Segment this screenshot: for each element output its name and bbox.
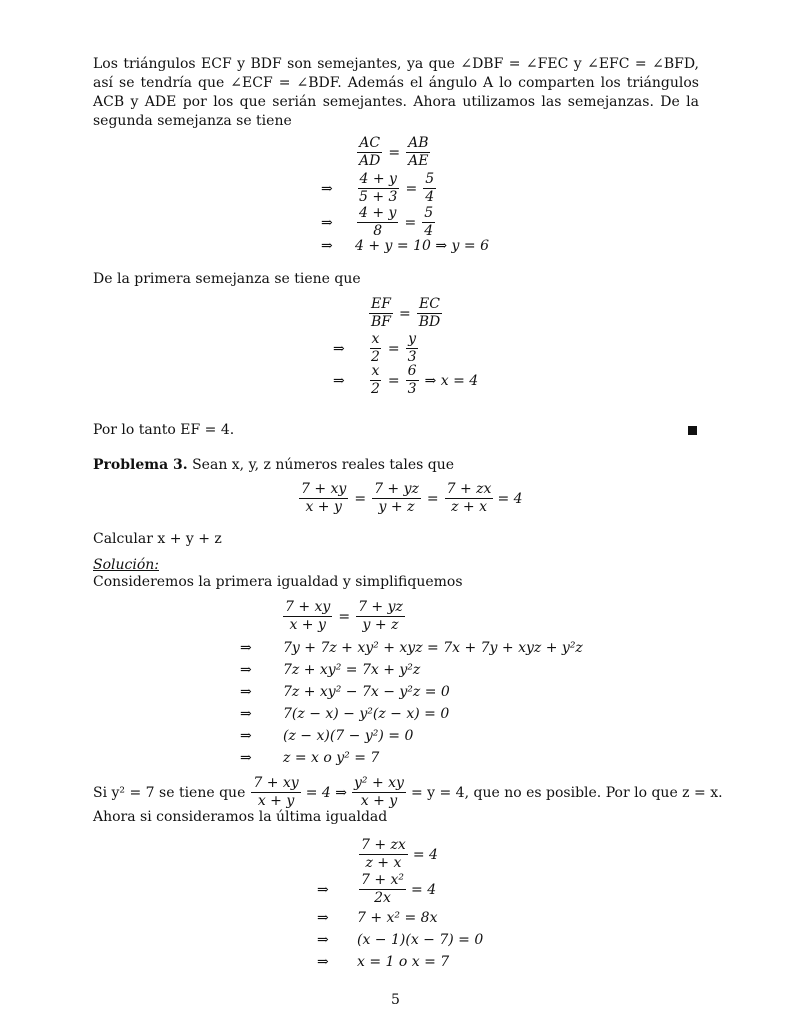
- frac-num: 5: [424, 205, 434, 221]
- equals-sign: =: [388, 144, 401, 161]
- frac-den: BF: [371, 314, 392, 330]
- equation-zero: [240, 684, 450, 700]
- implies-arrow: ⇒: [240, 728, 252, 744]
- frac-den: 8: [373, 223, 383, 239]
- frac-den: 2: [371, 381, 380, 397]
- frac-den: AE: [408, 153, 429, 169]
- frac-num: AC: [359, 135, 381, 151]
- frac-den: x + y: [257, 793, 295, 809]
- qed-square-icon: [688, 426, 697, 435]
- equation-cases: [240, 750, 379, 766]
- equals-sign: =: [404, 214, 417, 231]
- paragraph-therefore: Por lo tanto EF = 4.: [93, 422, 235, 438]
- implies-arrow: ⇒: [240, 662, 252, 678]
- equation-tail: = 4: [412, 846, 438, 863]
- frac-num: 7 + zx: [446, 481, 492, 497]
- implies-arrow: ⇒: [321, 180, 333, 197]
- paragraph-first-similarity: De la primera semejanza se tiene que: [93, 271, 361, 287]
- equals-sign: =: [387, 372, 400, 389]
- frac-num: EC: [419, 296, 440, 312]
- equation-tail: = 4: [497, 490, 523, 507]
- equation-text: z = x o y² = 7: [283, 750, 380, 766]
- paragraph-similar-triangles: Los triángulos ECF y BDF son semejantes, ya que ∠DBF = ∠FEC y ∠EFC = ∠BFD, así se tendría que ∠ECF = ∠BDF. Además el ángulo A lo comparten los triángulos ACB y ADE por los que serián semejantes. Ahora utilizamos las semejanzas. De la segunda semejanza se tiene: [93, 56, 699, 129]
- text-mid: = 4 ⇒: [305, 784, 347, 801]
- frac-num: y: [408, 331, 417, 347]
- implies-arrow: ⇒: [240, 640, 252, 656]
- frac-den: 2x: [374, 890, 391, 906]
- equation-text: 7(z − x) − y²(z − x) = 0: [283, 706, 450, 722]
- frac-num: 7 + zx: [361, 837, 406, 853]
- frac-den: x + y: [360, 793, 398, 809]
- equals-sign: =: [338, 608, 351, 625]
- implies-arrow: ⇒: [317, 954, 329, 970]
- equation-x2-2x: [317, 873, 436, 906]
- frac-num: 6: [407, 363, 417, 379]
- implies-arrow: ⇒: [240, 684, 252, 700]
- equation-text: 7y + 7z + xy² + xyz = 7x + 7y + xyz + y²z: [283, 640, 583, 656]
- equation-x-values: [317, 954, 449, 970]
- paragraph-first-equality: Consideremos la primera igualdad y simplifiquemos: [93, 574, 463, 590]
- frac-num: y² + xy: [353, 775, 404, 791]
- equation-text: (x − 1)(x − 7) = 0: [357, 932, 484, 948]
- frac-den: x + y: [289, 617, 326, 633]
- equals-sign: =: [387, 340, 400, 357]
- frac-den: AD: [359, 153, 381, 169]
- equation-tail: = 4: [411, 881, 437, 898]
- problem-label: Problema 3.: [93, 457, 188, 473]
- frac-num: 7 + yz: [358, 599, 403, 615]
- equation-x-4: [333, 364, 478, 397]
- equation-text: x = 1 o x = 7: [357, 954, 450, 970]
- frac-den: 4: [425, 189, 435, 205]
- equation-problem: [297, 482, 523, 515]
- frac-num: 7 + yz: [374, 481, 419, 497]
- frac-num: x: [371, 331, 380, 347]
- implies-arrow: ⇒: [240, 750, 252, 766]
- frac-num: 7 + xy: [285, 599, 331, 615]
- frac-den: 3: [407, 349, 417, 365]
- equals-sign: =: [426, 490, 439, 507]
- frac-den: x + y: [305, 499, 342, 515]
- equals-sign: =: [405, 180, 418, 197]
- implies-arrow: ⇒: [240, 706, 252, 722]
- equation-simplified: [240, 662, 420, 678]
- equation-last-equality: [357, 838, 438, 871]
- frac-num: 4 + y: [359, 171, 397, 187]
- frac-den: y + z: [378, 499, 415, 515]
- equation-text: 7z + xy² − 7x − y²z = 0: [283, 684, 450, 700]
- equation-x2-y3: [333, 332, 421, 365]
- implies-arrow: ⇒: [333, 340, 345, 357]
- equals-sign: =: [354, 490, 367, 507]
- equation-text: 4 + y = 10 ⇒ y = 6: [355, 238, 489, 254]
- equation-ef-bf: [367, 297, 444, 330]
- frac-num: 7 + xy: [301, 481, 347, 497]
- frac-num: 4 + y: [359, 205, 397, 221]
- equation-product: [240, 728, 413, 744]
- equation-4y-8: [321, 206, 437, 239]
- implies-arrow: ⇒: [317, 881, 329, 898]
- equation-factored: [240, 706, 449, 722]
- equation-4y-53: [321, 172, 438, 205]
- implies-arrow: ⇒: [317, 932, 329, 948]
- problem-text: Sean x, y, z números reales tales que: [192, 457, 455, 473]
- frac-num: AB: [408, 135, 429, 151]
- frac-den: 3: [407, 381, 417, 397]
- problem-ask: Calcular x + y + z: [93, 531, 222, 547]
- text-pre: Si y² = 7 se tiene que: [93, 784, 246, 801]
- frac-num: 7 + xy: [253, 775, 299, 791]
- frac-den: z + x: [451, 499, 487, 515]
- frac-num: 5: [425, 171, 435, 187]
- equation-factor-x: [317, 932, 483, 948]
- frac-den: y + z: [362, 617, 399, 633]
- equation-text: (z − x)(7 − y²) = 0: [283, 728, 414, 744]
- equals-sign: =: [399, 305, 411, 322]
- frac-den: 5 + 3: [359, 189, 398, 205]
- frac-num: x: [371, 363, 380, 379]
- equation-y-6: [321, 238, 489, 254]
- paragraph-last-equality: Ahora si consideramos la última igualdad: [93, 809, 388, 825]
- implies-arrow: ⇒: [333, 372, 345, 389]
- equation-tail: ⇒ x = 4: [424, 372, 479, 389]
- equation-text: 7 + x² = 8x: [357, 910, 438, 926]
- frac-num: EF: [371, 296, 391, 312]
- paragraph-case-y2: [93, 776, 723, 809]
- frac-den: 2: [371, 349, 380, 365]
- implies-arrow: ⇒: [317, 910, 329, 926]
- equation-8x: [317, 910, 437, 926]
- equation-ac-ad: [355, 136, 432, 169]
- implies-arrow: ⇒: [321, 238, 333, 254]
- problem-statement: [93, 456, 699, 475]
- implies-arrow: ⇒: [321, 214, 333, 231]
- equation-expanded: [240, 640, 583, 656]
- frac-num: 7 + x²: [361, 872, 405, 888]
- equation-first-equality: [281, 600, 407, 633]
- frac-den: 4: [424, 223, 434, 239]
- frac-den: BD: [418, 314, 441, 330]
- solution-label: Solución:: [93, 557, 159, 573]
- frac-den: z + x: [365, 855, 402, 871]
- text-post: = y = 4, que no es posible. Por lo que z = x.: [410, 784, 723, 801]
- equation-text: 7z + xy² = 7x + y²z: [283, 662, 421, 678]
- page-number: 5: [391, 992, 400, 1008]
